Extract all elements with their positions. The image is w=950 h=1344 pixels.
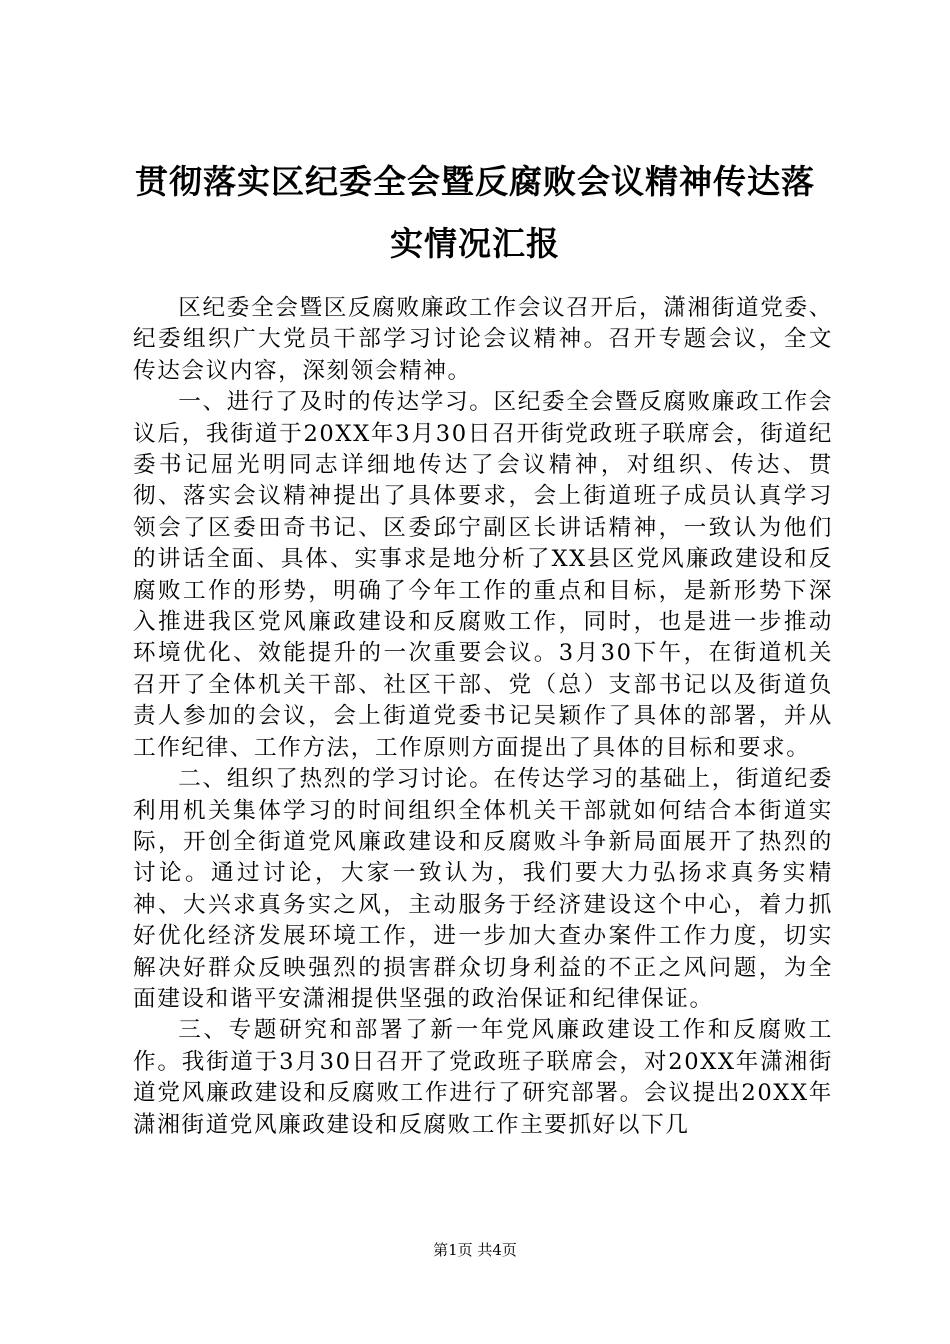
document-title-line-1: 贯彻落实区纪委全会暨反腐败会议精神传达落 <box>135 162 815 201</box>
paragraph-section-3: 三、专题研究和部署了新一年党风廉政建设工作和反腐败工作。我街道于3月30日召开了党政班子联席会，对20XX年潇湘街道党风廉政建设和反腐败工作进行了研究部署。会议提出20XX年潇湘街道党风廉政建设和反腐败工作主要抓好以下几 <box>133 1017 833 1138</box>
page-footer: 第1页 共4页 <box>433 1241 517 1259</box>
paragraph-section-2: 二、组织了热烈的学习讨论。在传达学习的基础上，街道纪委利用机关集体学习的时间组织全体机关干部就如何结合本街道实际，开创全街道党风廉政建设和反腐败斗争新局面展开了热烈的讨论。通过讨论，大家一致认为，我们要大力弘扬求真务实精神、大兴求真务实之风，主动服务于经济建设这个中心，着力抓好优化经济发展环境工作，进一步加大查办案件工作力度，切实解决好群众反映强烈的损害群众切身利益的不正之风问题，为全面建设和谐平安潇湘提供坚强的政治保证和纪律保证。 <box>133 766 833 1012</box>
document-title-line-2: 实情况汇报 <box>390 224 560 263</box>
paragraph-section-1: 一、进行了及时的传达学习。区纪委全会暨反腐败廉政工作会议后，我街道于20XX年3月30日召开街党政班子联席会，街道纪委书记屈光明同志详细地传达了会议精神，对组织、传达、贯彻、落实会议精神提出了具体要求，会上街道班子成员认真学习领会了区委田奇书记、区委邱宁副区长讲话精神，一致认为他们的讲话全面、具体、实事求是地分析了XX县区党风廉政建设和反腐败工作的形势，明确了今年工作的重点和目标，是新形势下深入推进我区党风廉政建设和反腐败工作，同时，也是进一步推动环境优化、效能提升的一次重要会议。3月30下午，在街道机关召开了全体机关干部、社区干部、党（总）支部书记以及街道负责人参加的会议，会上街道党委书记吴颖作了具体的部署，并从工作纪律、工作方法，工作原则方面提出了具体的目标和要求。 <box>133 389 833 761</box>
paragraph-intro: 区纪委全会暨区反腐败廉政工作会议召开后，潇湘街道党委、纪委组织广大党员干部学习讨论会议精神。召开专题会议，全文传达会议内容，深刻领会精神。 <box>133 295 833 384</box>
document-body <box>133 293 833 1141</box>
